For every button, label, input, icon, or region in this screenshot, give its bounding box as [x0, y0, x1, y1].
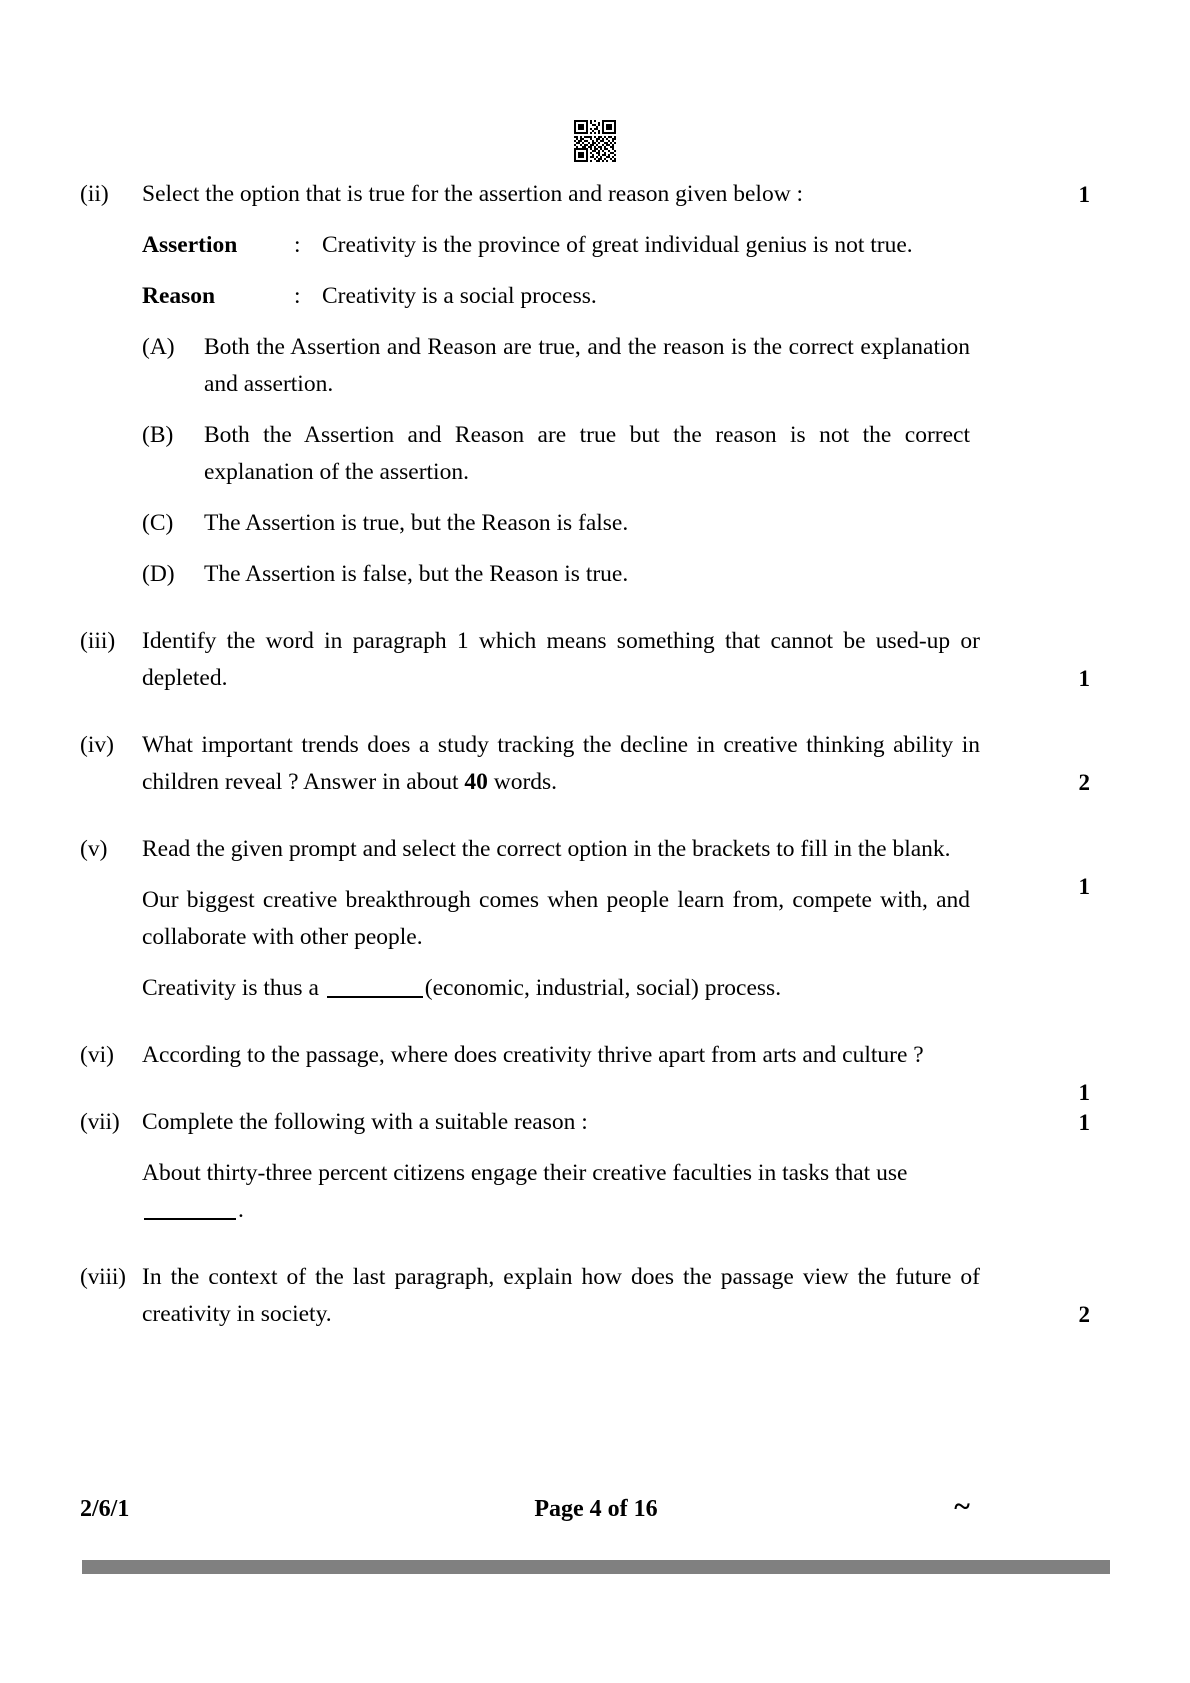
- fill-in-blank-sentence: [142, 970, 970, 1007]
- question-list: [80, 176, 1090, 1333]
- question-marks: 2: [1078, 770, 1090, 795]
- question-number: (vii): [80, 1109, 120, 1135]
- reason-block: [80, 278, 1090, 315]
- question-vi-row: [80, 1037, 1090, 1074]
- reason-content: [142, 278, 980, 315]
- question-number: (iii): [80, 628, 116, 654]
- question-stem: Identify the word in paragraph 1 which means something that cannot be used-up or depleted.: [142, 628, 980, 691]
- question-v: [80, 831, 1090, 899]
- question-marks: 1: [1078, 666, 1090, 691]
- option-text: Both the Assertion and Reason are true but the reason is not the correct explanation of the assertion.: [204, 422, 970, 485]
- option-row[interactable]: [80, 329, 1090, 403]
- option-a[interactable]: [142, 329, 970, 403]
- option-b[interactable]: [142, 417, 970, 491]
- continuation-prefix: About thirty-three percent citizens engage their creative faculties in tasks that use: [142, 1160, 908, 1186]
- page-footer: [80, 1490, 1112, 1524]
- footer-bar: [82, 1560, 1110, 1574]
- option-key: (C): [142, 510, 174, 536]
- reason-colon: :: [294, 283, 301, 309]
- stem-part-2: words.: [487, 769, 558, 795]
- continuation-suffix: .: [238, 1197, 244, 1223]
- option-key: (A): [142, 334, 175, 360]
- assertion-text: Creativity is the province of great individual genius is not true.: [322, 232, 913, 258]
- fill-suffix: (economic, industrial, social) process.: [424, 975, 782, 1001]
- assertion-block: [80, 227, 1090, 264]
- question-vii: [80, 1104, 1090, 1141]
- question-viii: [80, 1259, 1090, 1333]
- qr-code-container: [0, 120, 1190, 167]
- question-stem: According to the passage, where does creativity thrive apart from arts and culture ?: [142, 1042, 924, 1068]
- stem-word-count: 40: [464, 769, 488, 795]
- option-text: Both the Assertion and Reason are true, and the reason is the correct explanation and assertion.: [204, 334, 970, 397]
- question-stem: Select the option that is true for the assertion and reason given below :: [142, 181, 804, 207]
- paper-code: 2/6/1: [80, 1496, 130, 1522]
- reason-label: Reason: [142, 283, 216, 309]
- question-stem: In the context of the last paragraph, explain how does the passage view the future of creativity in society.: [142, 1264, 980, 1327]
- question-iv-row: [80, 727, 1090, 801]
- question-marks: 1: [1078, 182, 1090, 207]
- question-iii-row: [80, 623, 1090, 697]
- assertion-content: [142, 227, 980, 264]
- option-d[interactable]: [142, 556, 970, 593]
- assertion-label: Assertion: [142, 232, 238, 258]
- qr-code-icon: [574, 120, 616, 162]
- option-row[interactable]: [80, 556, 1090, 593]
- reason-row: [142, 278, 970, 315]
- option-key: (B): [142, 422, 174, 448]
- question-number: (vi): [80, 1042, 114, 1068]
- option-content: [142, 417, 980, 491]
- option-key: (D): [142, 561, 175, 587]
- option-content: [142, 329, 980, 403]
- question-stem: Complete the following with a suitable reason :: [142, 1109, 588, 1135]
- question-stem: [142, 727, 980, 801]
- question-marks: 1: [1078, 874, 1090, 899]
- question-iv: [80, 727, 1090, 801]
- question-marks: 1: [1078, 1110, 1090, 1135]
- question-number: (v): [80, 836, 108, 862]
- blank-input[interactable]: [327, 996, 423, 998]
- end-mark: ~: [954, 1490, 970, 1523]
- question-vii-continuation: [142, 1155, 970, 1229]
- question-ii: [80, 176, 1090, 213]
- prompt-text: Our biggest creative breakthrough comes when people learn from, compete with, and collaborate with other people.: [142, 887, 970, 950]
- option-c[interactable]: [142, 505, 970, 542]
- question-number: (iv): [80, 732, 114, 758]
- blank-input[interactable]: [144, 1218, 236, 1220]
- option-row[interactable]: [80, 505, 1090, 542]
- assertion-colon: :: [294, 232, 301, 258]
- assertion-row: [142, 227, 970, 264]
- question-marks: 1: [1078, 1080, 1090, 1105]
- option-content: [142, 505, 980, 542]
- question-viii-row: [80, 1259, 1090, 1333]
- reason-text: Creativity is a social process.: [322, 283, 597, 309]
- question-number: (viii): [80, 1264, 126, 1290]
- option-text: The Assertion is false, but the Reason is true.: [204, 561, 629, 587]
- question-v-row: [80, 831, 1090, 868]
- question-marks: 2: [1078, 1302, 1090, 1327]
- question-stem: Read the given prompt and select the correct option in the brackets to fill in the blank.: [142, 836, 951, 862]
- stem-part-1: What important trends does a study tracking the decline in creative thinking ability in children reveal ? Answer in about: [142, 732, 980, 795]
- question-iii: [80, 623, 1090, 697]
- option-text: The Assertion is true, but the Reason is false.: [204, 510, 629, 536]
- question-vi: [80, 1037, 1090, 1105]
- option-content: [142, 556, 980, 593]
- page-number: Page 4 of 16: [534, 1496, 658, 1522]
- question-number: (ii): [80, 181, 109, 207]
- option-row[interactable]: [80, 417, 1090, 491]
- fill-prefix: Creativity is thus a: [142, 975, 325, 1001]
